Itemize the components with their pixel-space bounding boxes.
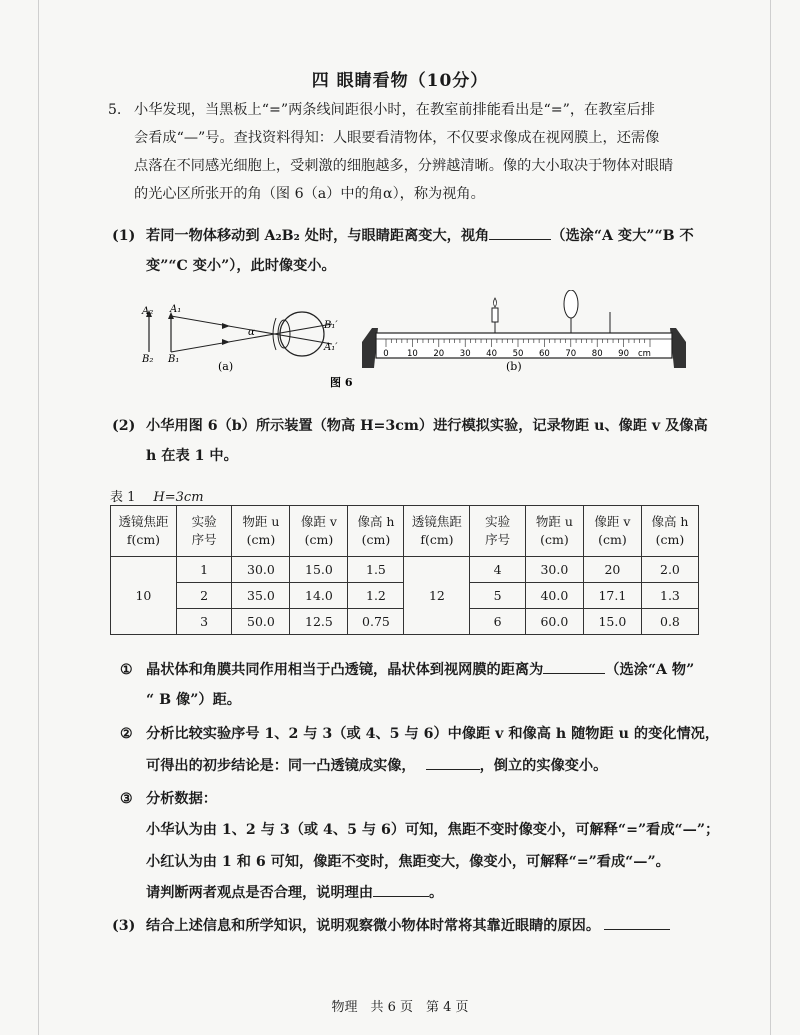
figure-caption: 图 6: [330, 376, 353, 389]
page-footer: 物理 共 6 页 第 4 页: [331, 1000, 469, 1015]
table-cell: 2: [176, 583, 232, 609]
item-1-text-b: （选涂“A 物”: [605, 662, 695, 678]
label-b1-prime: B₁′: [324, 320, 338, 331]
table-cell: 17.1: [583, 583, 641, 609]
answer-blank-2[interactable]: [543, 659, 605, 674]
candle-flame: [494, 298, 497, 307]
sub2-line-1: 小华用图 6（b）所示装置（物高 H=3cm）进行模拟实验，记录物距 u、像距 v 及像高: [146, 418, 708, 434]
item-3-line-1: 分析数据：: [146, 791, 217, 807]
item-3-line-4: [146, 879, 443, 907]
table-cell: 40.0: [525, 583, 583, 609]
item-1-line-1: [146, 656, 694, 684]
item-2-mark: ②: [120, 726, 133, 742]
item-3-mark: ③: [120, 791, 133, 807]
sub3-number: (3): [112, 918, 136, 934]
table-cell: 1.5: [348, 557, 404, 583]
figure-6b: [362, 290, 686, 373]
item-2-line-2: [146, 752, 607, 780]
table-caption-label: 表 1: [110, 490, 136, 505]
data-table: [110, 505, 699, 635]
table-cell: 60.0: [525, 609, 583, 635]
ruler-tick-label: 40: [486, 349, 498, 359]
answer-blank-5[interactable]: [604, 915, 670, 930]
answer-blank-3[interactable]: [426, 755, 480, 770]
table-cell: 1: [176, 557, 232, 583]
header-h-right: 像高 h (cm): [641, 506, 698, 557]
table-cell: 35.0: [232, 583, 290, 609]
intro-line-3: 点落在不同感光细胞上，受刺激的细胞越多，分辨越清晰。像的大小取决于物体对眼睛: [134, 158, 674, 174]
table-cell: 1.2: [348, 583, 404, 609]
table-cell: 14.0: [290, 583, 348, 609]
convex-lens: [564, 290, 578, 318]
eyeball-circle: [280, 312, 324, 356]
item-2-text-b: ，倒立的实像变小。: [479, 758, 608, 774]
intro-line-4: 的光心区所张开的角（图 6（a）中的角α），称为视角。: [134, 186, 485, 202]
table-header-row: [111, 506, 699, 557]
item-1-text-a: 晶状体和角膜共同作用相当于凸透镜，晶状体到视网膜的距离为: [146, 662, 544, 678]
section-title: 四 眼睛看物（10分）: [311, 71, 489, 91]
header-u-right: 物距 u (cm): [525, 506, 583, 557]
ruler-tick-label: 30: [459, 349, 471, 359]
sub3-line: [146, 912, 670, 940]
figure-6: [130, 290, 700, 390]
header-u-left: 物距 u (cm): [232, 506, 290, 557]
table-cell: 3: [176, 609, 232, 635]
table-caption: [110, 486, 204, 505]
sub3-text: 结合上述信息和所学知识，说明观察微小物体时常将其靠近眼睛的原因。: [146, 918, 601, 934]
table-cell: 2.0: [641, 557, 698, 583]
table-cell: 15.0: [290, 557, 348, 583]
ruler-tick-label: 50: [512, 349, 524, 359]
sub1-number: (1): [112, 228, 136, 244]
ruler-tick-label: 80: [591, 349, 603, 359]
item-1-line-2: “ B 像”）距。: [146, 692, 241, 708]
item-3-line-2: 小华认为由 1、2 与 3（或 4、5 与 6）可知，焦距不变时像变小，可解释“=”看成“—”；: [146, 822, 720, 838]
label-b1: B₁: [168, 354, 180, 365]
answer-blank-4[interactable]: [373, 882, 429, 897]
header-focal-left: 透镜焦距 f(cm): [111, 506, 177, 557]
header-focal-right: 透镜焦距 f(cm): [404, 506, 470, 557]
item-2-line-1: 分析比较实验序号 1、2 与 3（或 4、5 与 6）中像距 v 和像高 h 随物距 u 的变化情况，: [146, 726, 720, 742]
ruler-tick-label: 90: [618, 349, 630, 359]
label-b: (b): [506, 360, 522, 373]
item-3-line-3: 小红认为由 1 和 6 可知，像距不变时，焦距变大，像变小，可解释“=”看成“—”。: [146, 854, 670, 870]
cell-focal-left: 10: [111, 557, 177, 635]
sub1-line-1: [146, 222, 694, 250]
table-cell: 30.0: [232, 557, 290, 583]
intro-line-2: 会看成“—”号。查找资料得知：人眼要看清物体，不仅要求像成在视网膜上，还需像: [134, 130, 660, 146]
table-cell: 0.75: [348, 609, 404, 635]
ruler-tick-label: 20: [433, 349, 445, 359]
table-cell: 4: [470, 557, 526, 583]
ruler-tick-label: 10: [406, 349, 418, 359]
ray-upper-arrow: [222, 323, 230, 329]
ruler-unit: cm: [638, 349, 651, 359]
ray-lower-arrow: [222, 339, 230, 345]
ruler-tick-label: 70: [565, 349, 577, 359]
page-edge-right: [770, 0, 771, 1035]
table-cell: 30.0: [525, 557, 583, 583]
sub1-line-2: 变”“C 变小”），此时像变小。: [146, 258, 336, 274]
sub1-text-b: （选涂“A 变大”“B 不: [551, 228, 694, 244]
item-3-text-b: 。: [429, 885, 444, 901]
table-cell: 1.3: [641, 583, 698, 609]
label-a1: A₁: [170, 304, 182, 315]
cell-focal-right: 12: [404, 557, 470, 635]
table-cell: 5: [470, 583, 526, 609]
table-cell: 15.0: [583, 609, 641, 635]
header-trial-right: 实验 序号: [470, 506, 526, 557]
item-3-text-a: 请判断两者观点是否合理，说明理由: [146, 885, 374, 901]
table-cell: 20: [583, 557, 641, 583]
label-a2: A₂: [142, 306, 154, 317]
header-v-right: 像距 v (cm): [583, 506, 641, 557]
table-cell: 12.5: [290, 609, 348, 635]
sub2-number: (2): [112, 418, 136, 434]
question-number: 5.: [108, 102, 122, 118]
item-1-mark: ①: [120, 662, 133, 678]
table-cell: 6: [470, 609, 526, 635]
figure-6a: [141, 304, 338, 373]
label-a1-prime: A₁′: [324, 342, 338, 353]
item-2-text-a: 可得出的初步结论是：同一凸透镜成实像，: [146, 758, 416, 774]
label-alpha: α: [248, 327, 255, 338]
table-caption-condition: H=3cm: [153, 490, 204, 505]
ruler-tick-label: 60: [538, 349, 550, 359]
header-trial-left: 实验 序号: [176, 506, 232, 557]
table-cell: 50.0: [232, 609, 290, 635]
header-h-left: 像高 h (cm): [348, 506, 404, 557]
answer-blank-1[interactable]: [489, 225, 551, 240]
sub1-text-a: 若同一物体移动到 A₂B₂ 处时，与眼睛距离变大，视角: [146, 228, 490, 244]
header-v-left: 像距 v (cm): [290, 506, 348, 557]
candle: [492, 308, 498, 322]
intro-line-1: 小华发现，当黑板上“=”两条线间距很小时，在教室前排能看出是“=”，在教室后排: [134, 102, 655, 118]
ruler-tick-label: 0: [383, 349, 389, 359]
table-cell: 0.8: [641, 609, 698, 635]
table-row: [111, 557, 699, 583]
sub2-line-2: h 在表 1 中。: [146, 448, 238, 464]
page-edge-left: [38, 0, 39, 1035]
label-a: (a): [218, 360, 234, 373]
label-b2: B₂: [142, 354, 154, 365]
